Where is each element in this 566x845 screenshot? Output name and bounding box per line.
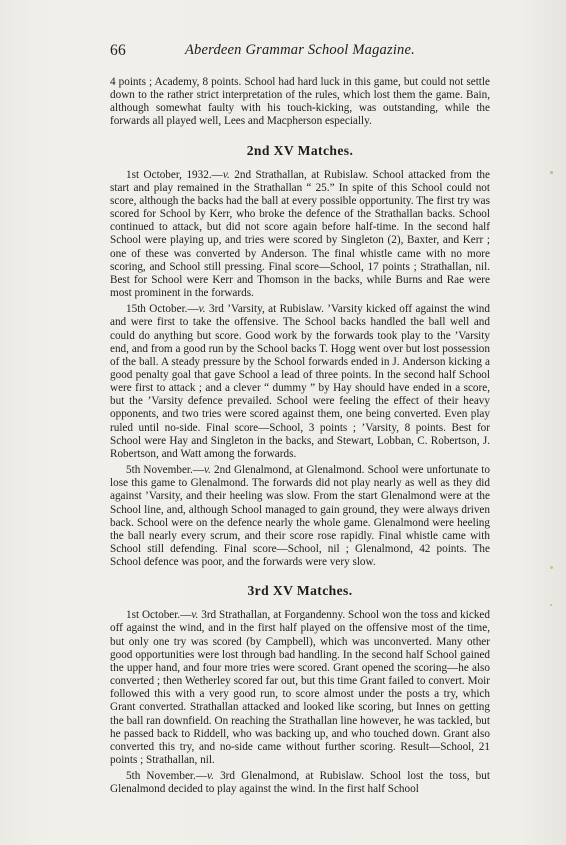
- match-date: 5th November.: [126, 770, 196, 783]
- match-report-paragraph: [110, 169, 490, 301]
- paper-speck: [550, 604, 552, 606]
- page-number: 66: [110, 42, 126, 59]
- paper-speck: [550, 566, 553, 569]
- match-date: 1st October.: [126, 609, 181, 622]
- section-heading-3rd-xv: 3rd XV Matches.: [247, 583, 353, 599]
- match-report-text: —v. 2nd Glenalmond, at Glenalmond. School were unfortunate to lose this game to Glenalmond. The forwards did not play nearly as well as they did against ’Varsity, and their heeling was slow. From the start Glenalmond were at the School line, and, although School managed to gain ground, they were always driven back. School were on the defence nearly the whole game. Glenalmond were heeling the ball nearly every scrum, and their score rose rapidly. Final whistle came with School still defending. Final score—School, nil ; Glenalmond, 42 points. The School defence was poor, and the forwards were very slow.: [110, 464, 490, 569]
- match-date: 1st October, 1932.: [126, 168, 212, 181]
- match-report-paragraph: [110, 303, 490, 461]
- paper-speck: [550, 171, 553, 174]
- match-report-text: —v. 3rd Glenalmond, at Rubislaw. School lost the toss, but Glenalmond decided to play against the wind. In the first half School: [110, 770, 490, 796]
- match-date: 15th October.: [126, 303, 188, 316]
- running-head: [110, 42, 490, 62]
- match-report-paragraph: [110, 770, 490, 796]
- match-report-paragraph: [110, 609, 490, 767]
- intro-paragraph: 4 points ; Academy, 8 points. School had hard luck in this game, but could not settle down to the rather strict interpretation of the rules, which lost them the game. Bain, although somewhat faulty with his touch-kicking, was outstanding, while the forwards all played well, Lees and Macpherson especially.: [110, 76, 490, 128]
- match-report-text: —v. 3rd Strathallan, at Forgandenny. School won the toss and kicked off against the wind, and in the first half played on the offensive most of the time, but only one try was scored (by Campbell), which was unconverted. Many other good opportunities were lost through bad handling. In the second half School gained the upper hand, and four more tries were scored. Grant opened the scoring—he also converted ; then Wetherley scored far out, but this time Grant failed to convert. Moir followed this with a very good run, to score almost under the posts a try, which Grant converted. Strathallan attacked and looked like scoring, but Innes on getting the ball ran downfield. On reaching the Strathallan line however, he was tackled, but he passed back to Riddell, who was backing up, and who touched down. Grant also converted this try, and no-side came without further scoring. Result—School, 21 points ; Strathallan, nil.: [110, 609, 490, 767]
- section-heading-2nd-xv: 2nd XV Matches.: [246, 142, 354, 158]
- match-report-paragraph: [110, 464, 490, 569]
- magazine-title: Aberdeen Grammar School Magazine.: [185, 42, 415, 58]
- match-report-text: —v. 2nd Strathallan, at Rubislaw. School attacked from the start and play remained in the Strathallan “ 25.” In spite of this School could not score, although the backs had the ball at every possible opportunity. The first try was scored for School by Kerr, who broke the defence of the Strathallan backs. School continued to attack, but did not score again before half-time. In the second half School were playing up, and tries were scored by Singleton (2), Baxter, and Kerr ; one of these was converted by Anderson. The final whistle came with no more scoring, and School still pressing. Final score—School, 17 points ; Strathallan, nil. Best for School were Kerr and Thomson in the backs, while Burns and Rae were most prominent in the forwards.: [110, 168, 490, 300]
- match-date: 5th November.: [126, 464, 193, 477]
- match-report-text: —v. 3rd ’Varsity, at Rubislaw. ’Varsity kicked off against the wind and were first to take the offensive. The School backs handled the ball well and could do anything but score. Good work by the forwards took play to the ’Varsity end, and from a good run by the School backs T. Hogg went over but lost possession of the ball. A steady pressure by the School forwards ended in J. Anderson kicking a good penalty goal that gave School a lead of three points. In the second half School were first to attack ; and a clever “ dummy ” by Hay should have ended in a score, but the ’Varsity defence prevailed. School were feeling the effect of their heavy opponents, and two tries were scored against them, one being converted. Even play ruled until no-side. Final score—School, 3 points ; ’Varsity, 8 points. Best for School were Hay and Singleton in the backs, and Stewart, Lobban, C. Robertson, J. Robertson, and Watt among the forwards.: [110, 303, 490, 460]
